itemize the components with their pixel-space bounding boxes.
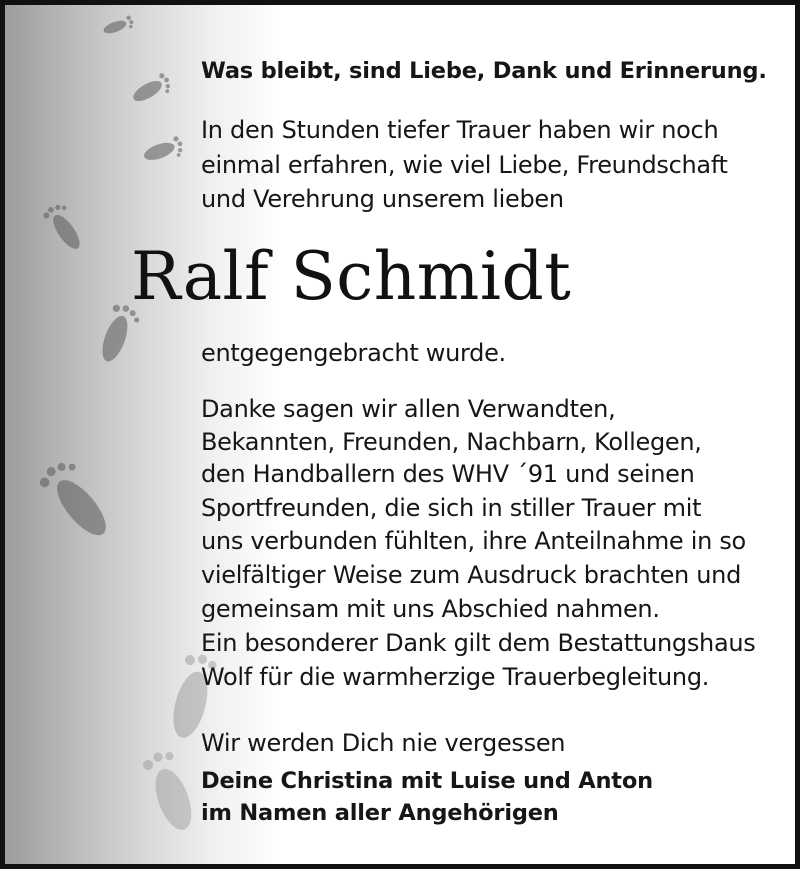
footprint-icon	[41, 199, 89, 254]
thanks-line: Bekannten, Freunden, Nachbarn, Kollegen,	[201, 428, 702, 456]
signature-line: Deine Christina mit Luise und Anton	[201, 768, 653, 794]
intro-line: und Verehrung unserem lieben	[201, 185, 564, 213]
footprint-icon	[129, 71, 174, 109]
thanks-line: den Handballern des WHV ´91 und seinen	[201, 460, 695, 488]
heading: Was bleibt, sind Liebe, Dank und Erinnerung.	[201, 58, 767, 84]
thanks-line: gemeinsam mit uns Abschied nahmen.	[201, 595, 660, 623]
footprint-icon	[102, 15, 136, 38]
deceased-name: Ralf Schmidt	[131, 238, 572, 315]
thanks-line: Danke sagen wir allen Verwandten,	[201, 395, 616, 423]
thanks-line: Sportfreunden, die sich in stiller Trauer mit	[201, 494, 702, 522]
signature-line: im Namen aller Angehörigen	[201, 800, 559, 826]
footprint-icon	[140, 748, 198, 836]
intro-line: In den Stunden tiefer Trauer haben wir noch	[201, 116, 719, 144]
after-name-line: entgegengebracht wurde.	[201, 339, 506, 367]
thanks-line: vielfältiger Weise zum Ausdruck brachten und	[201, 561, 742, 589]
closing-line: Wir werden Dich nie vergessen	[201, 729, 566, 757]
footprint-icon	[35, 454, 120, 545]
intro-line: einmal erfahren, wie viel Liebe, Freundschaft	[201, 151, 728, 179]
thanks-line: uns verbunden fühlten, ihre Anteilnahme in so	[201, 527, 746, 555]
thanks-line: Wolf für die warmherzige Trauerbegleitung.	[201, 663, 710, 691]
thanks-line: Ein besonderer Dank gilt dem Bestattungshaus	[201, 629, 756, 657]
footprint-icon	[141, 135, 186, 168]
